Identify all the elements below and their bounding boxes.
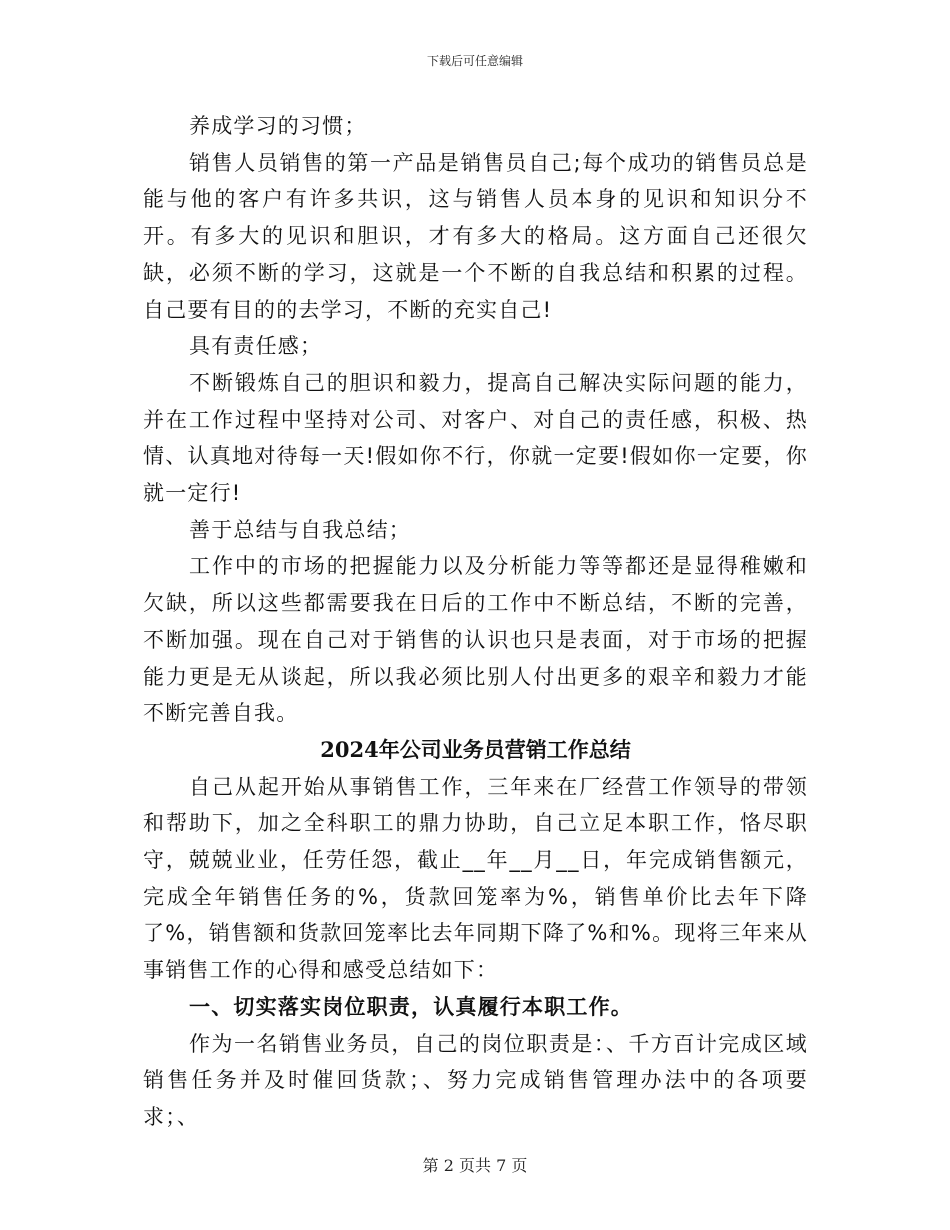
page-footer: 第 2 页共 7 页: [422, 1156, 528, 1175]
paragraph-summary: 工作中的市场的把握能力以及分析能力等等都还是显得稚嫩和欠缺，所以这些都需要我在日后的工作中不断总结，不断的完善，不断加强。现在自己对于销售的认识也只是表面，对于市场的把握能力更是无从谈起，所以我必须比别人付出更多的艰辛和毅力才能不断完善自我。: [143, 554, 808, 726]
paragraph-learning: 销售人员销售的第一产品是销售员自己;每个成功的销售员总是能与他的客户有许多共识，这与销售人员本身的见识和知识分不开。有多大的见识和胆识，才有多大的格局。这方面自己还很欠缺，必须不断的学习，这就是一个不断的自我总结和积累的过程。自己要有目的的去学习，不断的充实自己!: [143, 150, 808, 322]
paragraph-intro: 自己从起开始从事销售工作，三年来在厂经营工作领导的带领和帮助下，加之全科职工的鼎力协助，自己立足本职工作，恪尽职守，兢兢业业，任劳任怨，截止__年__月__日，年完成销售额元，完成全年销售任务的%，货款回笼率为%，销售单价比去年下降了%，销售额和货款回笼率比去年同期下降了%和%。现将三年来从事销售工作的心得和感受总结如下：: [143, 774, 808, 983]
document-title: 2024年公司业务员营销工作总结: [320, 736, 631, 762]
paragraph-summary-heading: 善于总结与自我总结；: [189, 517, 411, 542]
section-heading: 一、切实落实岗位职责，认真履行本职工作。: [189, 994, 633, 1019]
document-body: [143, 108, 808, 1136]
page-header: 下载后可任意编辑: [426, 54, 523, 68]
paragraph-responsibility-heading: 具有责任感；: [189, 334, 323, 359]
paragraph-duties: 作为一名销售业务员，自己的岗位职责是：、千方百计完成区域销售任务并及时催回货款；、努力完成销售管理办法中的各项要求；、: [143, 1031, 808, 1129]
paragraph-responsibility: 不断锻炼自己的胆识和毅力，提高自己解决实际问题的能力，并在工作过程中坚持对公司、对客户、对自己的责任感，积极、热情、认真地对待每一天!假如你不行，你就一定要!假如你一定要，你就一定行!: [143, 370, 808, 506]
paragraph-habit-heading: 养成学习的习惯；: [189, 114, 367, 138]
